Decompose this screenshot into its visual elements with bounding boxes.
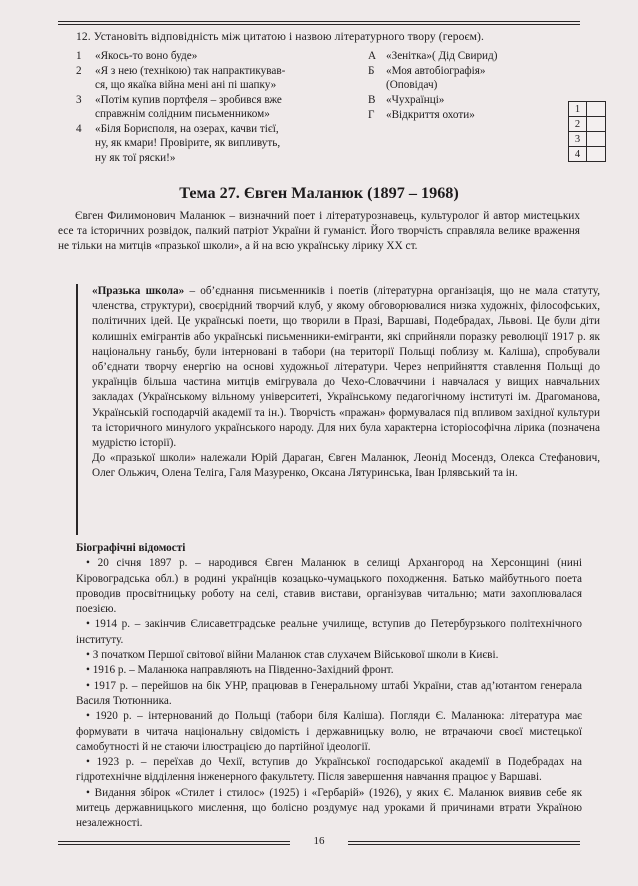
bio-item: • 1914 р. – закінчив Єлисаветградське реальне училище, вступив до Петербурзького політехнічного інституту. — [76, 618, 582, 646]
answer-cell[interactable] — [587, 117, 606, 132]
quote-text: «Я з нею (технікою) так напрактикував- ся, що якаїка війна мені ані пі шапку» — [95, 65, 286, 92]
match-row-4 — [76, 122, 576, 165]
prague-school-term: «Празька школа» — [92, 285, 185, 297]
grid-number: 4 — [569, 147, 587, 162]
option-letter: В — [368, 94, 376, 106]
match-row-1 — [76, 49, 576, 63]
answer-cell[interactable] — [587, 132, 606, 147]
biography-section — [76, 541, 582, 832]
theme-title: Тема 27. Євген Маланюк (1897 – 1968) — [179, 184, 459, 202]
question-title: 12. Установіть відповідність між цитатою і назвою літературного твору (героєм). — [76, 30, 484, 43]
option-letter: А — [368, 50, 377, 62]
option-text: «Відкриття охоти» — [386, 109, 475, 121]
option-text: «Чухраїнці» — [386, 94, 445, 106]
footer-rule-right — [348, 841, 580, 845]
biography-heading: Біографічні відомості — [76, 542, 186, 554]
bio-item: • 1923 р. – переїхав до Чехії, вступив до Української господарської академії в Подебрадах на гідротехнічне відділення інженерного факультету. Після завершення навчання працює у Варшаві. — [76, 756, 582, 784]
bio-item: • Видання збірок «Стилет і стилос» (1925) і «Гербарій» (1926), у яких Є. Маланюк виявив себе як митець державницького мислення, що болісно роздумує над уроками й причинами втрати Україною незалежності. — [76, 786, 582, 830]
top-rule — [58, 21, 580, 25]
match-row-2 — [76, 64, 576, 92]
bio-item: • 20 січня 1897 р. – народився Євген Маланюк в селищі Архангород на Херсонщині (нині Кіровоградська обл.) в родині українців козацько-чумацького походження. Батько майбутнього поета проводив просвітницьку роботу на селі, ставив вистави, організував читальню; мати захоплювалася поезією. — [76, 557, 582, 616]
page-number: 16 — [313, 835, 325, 847]
prague-school-definition: «Празька школа» – об’єднання письменників і поетів (літературна організація, що не мала статуту, членства, структури), своєрідний творчий клуб, у якому обговорювалися низка художніх, філософських, політичних ідей. Це українські поети, що творили в Празі, Варшаві, Подебрадах, Львові. Це були діти колишніх емігрантів або українські письменники-емігранти, які сприйняли поразку революції 1917 р. як національну ганьбу, були інтерновані в табори (на території Польщі поблизу м. Каліша), спробували об’єднати творчу енергію на основі художньої літератури. Через неприйняття ставлення Польщі до українців більша частина митців емігрувала до Чехо-Словаччини і навчалася у вищих навчальних закладах (Українському вільному університеті, Українському педагогічному інституті ім. Драгоманова, Українській господарчій академії та ін.). Творчість «пражан» формувалася під впливом західної культури та історичного минулого українського народу. Для них була характерна історіософічна лірика (позначена мудрістю історії). — [92, 285, 601, 450]
bio-item: • 1920 р. – інтернований до Польщі (табори біля Каліша). Погляди Є. Маланюка: література має формувати в читача національну свідомість і державницьку волю, не втрачаючи своєї мистецької самобутності й не стаючи ілюстрацією до партійної ідеології. — [76, 710, 582, 753]
quote-text: «Якось-то воно буде» — [95, 50, 198, 62]
prague-school-box — [76, 284, 600, 535]
quote-number: 1 — [76, 50, 82, 62]
option-text: «Зенітка»( Дід Свирид) — [386, 50, 498, 62]
answer-cell[interactable] — [587, 147, 606, 162]
answer-cell[interactable] — [587, 102, 606, 117]
quote-text: «Біля Борисполя, на озерах, качви тієї, ну, як кмари! Провірите, як випливуть, ну як тої ряски!» — [95, 123, 281, 164]
bio-item: • 1916 р. – Маланюка направляють на Південно-Західний фронт. — [86, 664, 394, 677]
quote-number: 4 — [76, 123, 82, 135]
grid-number: 3 — [569, 132, 587, 147]
grid-number: 1 — [569, 102, 587, 117]
bio-item: • З початком Першої світової війни Маланюк став слухачем Військової школи в Києві. — [86, 649, 499, 662]
quote-number: 3 — [76, 94, 82, 106]
option-text: «Моя автобіографія» (Оповідач) — [386, 65, 486, 92]
quote-number: 2 — [76, 65, 82, 77]
intro-paragraph: Євген Филимонович Маланюк – визначний поет і літературознавець, культуролог й автор мистецьких есе та історичних розвідок, палкий патріот України й гуманіст. Його творчість справляла велике враження не тільки на митців «празької школи», а й на всю українську лірику XX ст. — [58, 210, 580, 253]
grid-number: 2 — [569, 117, 587, 132]
prague-school-members: До «празької школи» належали Юрій Дараган, Євген Маланюк, Леонід Мосендз, Олекса Стефанович, Олег Ольжич, Олена Теліга, Галя Мазуренко, Оксана Лятуринська, Іван Ірлявський та ін. — [92, 452, 600, 480]
page-footer — [58, 837, 580, 849]
bio-item: • 1917 р. – перейшов на бік УНР, працював в Генеральному штабі України, став ад’ютантом генерала Василя Тютюнника. — [76, 679, 582, 707]
quote-text: «Потім купив портфеля – зробився вже справжнім солідним письменником» — [95, 94, 282, 121]
matching-exercise — [76, 49, 576, 162]
option-letter: Г — [368, 109, 375, 121]
match-row-3 — [76, 93, 576, 121]
answer-grid — [568, 101, 606, 162]
option-letter: Б — [368, 65, 375, 77]
